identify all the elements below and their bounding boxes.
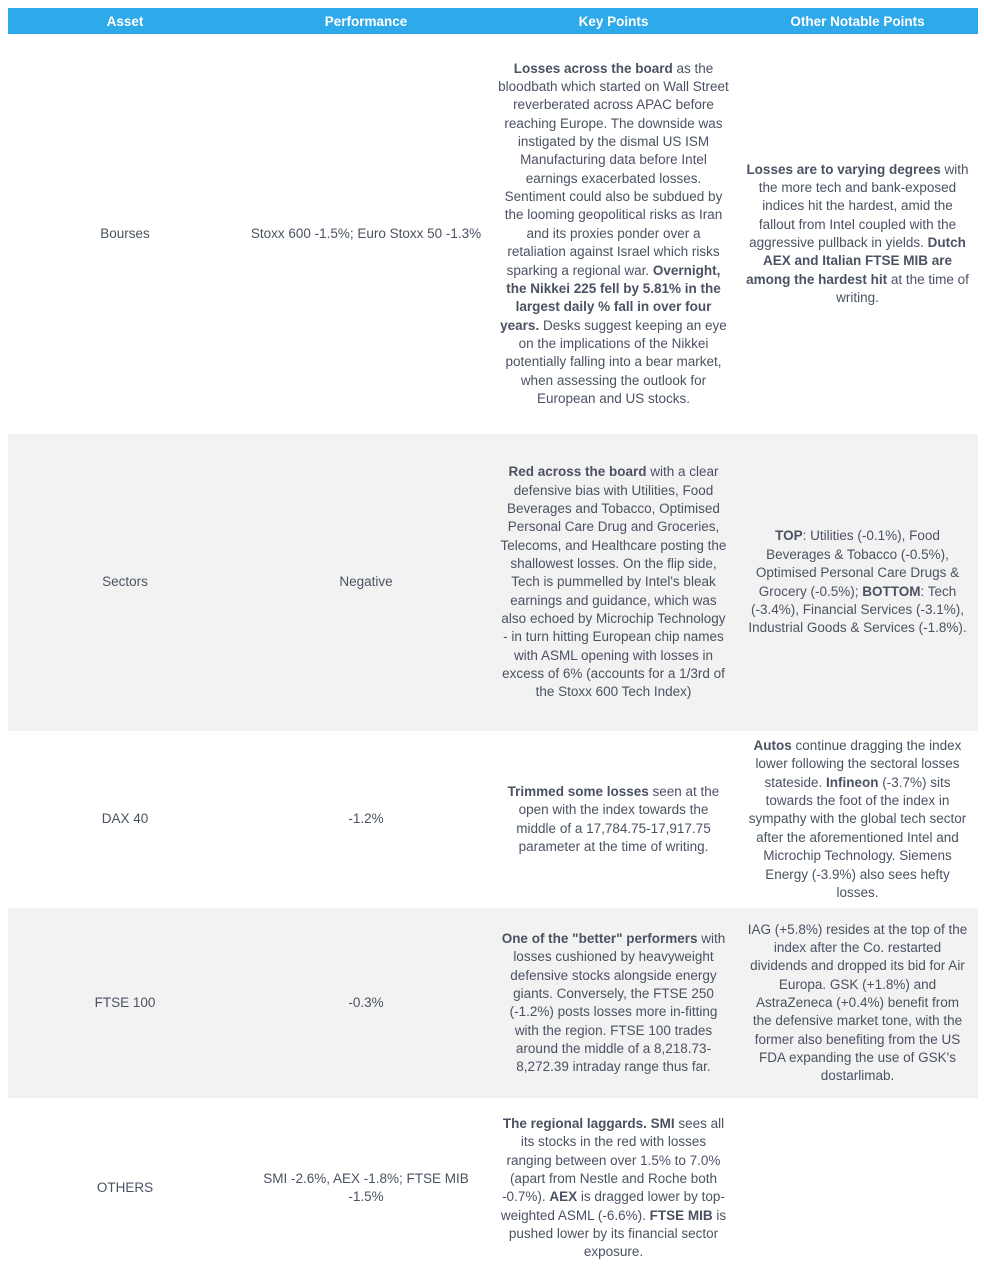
asset-cell: DAX 40 xyxy=(101,811,149,827)
performance-cell: SMI -2.6%, AEX -1.8%; FTSE MIB -1.5% xyxy=(263,1170,469,1205)
column-header-other-notable-points: Other Notable Points xyxy=(737,8,978,34)
performance-cell: Negative xyxy=(339,574,393,590)
table-row-dax-40 xyxy=(8,731,978,908)
asset-cell: FTSE 100 xyxy=(94,995,156,1011)
performance-cell: Stoxx 600 -1.5%; Euro Stoxx 50 -1.3% xyxy=(250,225,482,241)
asset-cell: OTHERS xyxy=(96,1180,154,1196)
other-notable-points-cell: TOP: Utilities (-0.1%), Food Beverages & Tobacco (-0.5%), Optimised Personal Care Drugs & Grocery (-0.5%); BOTTOM: Tech (-3.4%), Financial Services (-3.1%), Industrial Goods & Services (-1.8%). xyxy=(748,528,967,636)
other-notable-points-cell xyxy=(737,1098,978,1278)
other-notable-points-cell: IAG (+5.8%) resides at the top of the index after the Co. restarted dividends and dropped its bid for Air Europa. GSK (+1.8%) and AstraZeneca (+0.4%) benefit from the defensive market tone, with the former also benefiting from the US FDA expanding the use of GSK's dostarlimab. xyxy=(747,921,968,1084)
table-row-ftse-100 xyxy=(8,908,978,1098)
table-row-sectors xyxy=(8,434,978,731)
column-header-performance: Performance xyxy=(242,8,490,34)
performance-cell: -0.3% xyxy=(348,995,384,1011)
table-row-others xyxy=(8,1098,978,1278)
asset-cell: Sectors xyxy=(102,574,148,590)
market-summary-table xyxy=(8,8,978,1278)
key-points-cell: Red across the board with a clear defensive bias with Utilities, Food Beverages and Tobacco, Optimised Personal Care Drug and Groceries, Telecoms, and Healthcare posting the shallowest losses. On the flip side, Tech is pummelled by Intel's bleak earnings and guidance, which was also echoed by Microchip Technology - in turn hitting European chip names with ASML opening with losses in excess of 6% (accounts for a 1/3rd of the Stoxx 600 Tech Index) xyxy=(500,464,727,700)
column-header-asset: Asset xyxy=(8,8,242,34)
key-points-cell: The regional laggards. SMI sees all its stocks in the red with losses ranging between over 1.5% to 7.0% (apart from Nestle and Roche both -0.7%). AEX is dragged lower by top-weighted ASML (-6.6%). FTSE MIB is pushed lower by its financial sector exposure. xyxy=(500,1115,727,1260)
performance-cell: -1.2% xyxy=(348,811,384,827)
table-header-row xyxy=(8,8,978,34)
column-header-key-points: Key Points xyxy=(490,8,737,34)
other-notable-points-cell: Autos continue dragging the index lower following the sectoral losses stateside. Infineon (-3.7%) sits towards the foot of the index in sympathy with the global tech sector after the aforementioned Intel and Microchip Technology. Siemens Energy (-3.9%) also sees hefty losses. xyxy=(748,738,967,900)
asset-cell: Bourses xyxy=(100,225,150,241)
other-notable-points-cell: Losses are to varying degrees with the more tech and bank-exposed indices hit the hardest, amid the fallout from Intel coupled with the aggressive pullback in yields. Dutch AEX and Italian FTSE MIB are among the hardest hit at the time of writing. xyxy=(746,161,969,306)
key-points-cell: One of the "better" performers with losses cushioned by heavyweight defensive stocks alongside energy giants. Conversely, the FTSE 250 (-1.2%) posts losses more in-fitting with the region. FTSE 100 trades around the middle of a 8,218.73-8,272.39 intraday range thus far. xyxy=(501,930,726,1075)
key-points-cell: Trimmed some losses seen at the open with the index towards the middle of a 17,784.75-17,917.75 parameter at the time of writing. xyxy=(507,783,720,854)
key-points-cell: Losses across the board as the bloodbath which started on Wall Street reverberated across APAC before reaching Europe. The downside was instigated by the dismal US ISM Manufacturing data before Intel earnings exacerbated losses. Sentiment could also be subdued by the looming geopolitical risks as Iran and its proxies ponder over a retaliation against Israel which risks sparking a regional war. Overnight, the Nikkei 225 fell by 5.81% in the largest daily % fall in over four years. Desks suggest keeping an eye on the implications of the Nikkei potentially falling into a bear market, when assessing the outlook for European and US stocks. xyxy=(498,60,729,407)
table-row-bourses xyxy=(8,34,978,434)
